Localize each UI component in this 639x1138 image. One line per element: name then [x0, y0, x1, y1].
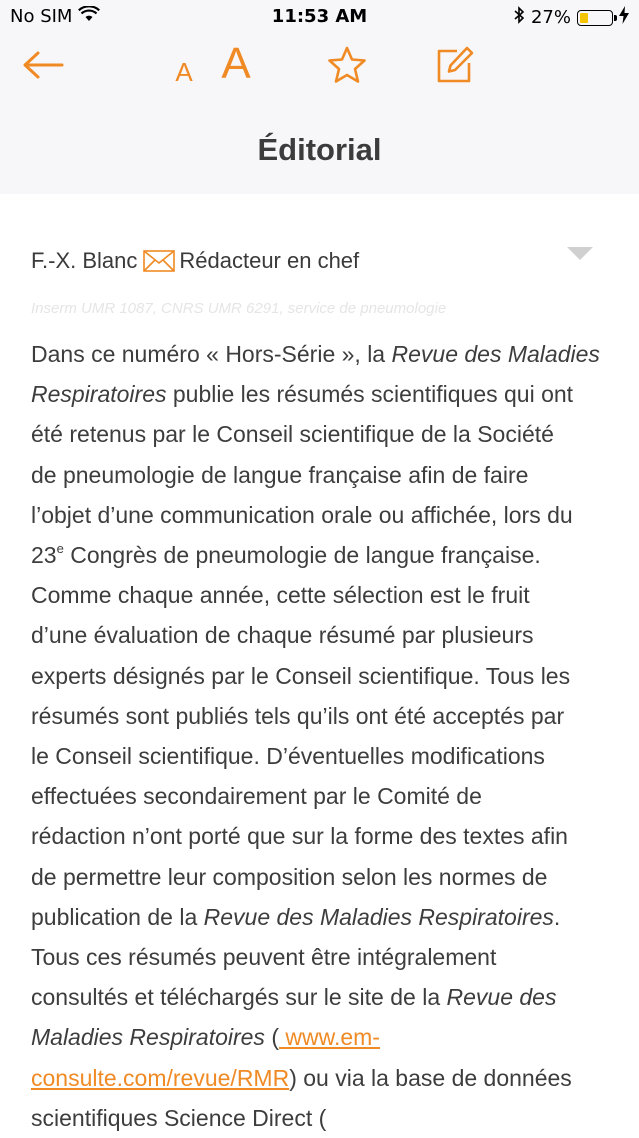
text-line: Tous ces résumés peuvent être intégralement [31, 944, 497, 971]
page-title: Éditorial [257, 132, 382, 167]
text-line: l’objet d’une communication orale ou affichée, lors du [31, 501, 573, 528]
text-line: experts désignés par le Conseil scientifique. Tous les [31, 662, 571, 689]
clock: 11:53 AM [271, 6, 368, 27]
text-line: consulte.com/revue/RMR) ou via la base de données [31, 1064, 572, 1091]
text-line: Dans ce numéro « Hors-Série », la Revue des Maladies [31, 341, 600, 367]
author-role: Rédacteur en chef [179, 248, 360, 273]
favorite-button[interactable] [324, 42, 370, 88]
decrease-font-button[interactable]: A [175, 56, 193, 87]
star-icon [327, 45, 367, 85]
mail-icon[interactable] [143, 250, 175, 272]
text-line: effectuées secondairement par le Comité de [31, 783, 482, 810]
author-row [31, 244, 611, 278]
text-line: Comme chaque année, cette sélection est le fruit [31, 582, 530, 609]
bluetooth-icon [513, 6, 525, 29]
text-line: de permettre leur composition selon les normes de [31, 863, 548, 890]
author-affiliation: Inserm UMR 1087, CNRS UMR 6291, service de pneumologie [31, 300, 447, 317]
status-right [513, 6, 629, 29]
status-bar [0, 0, 639, 34]
charging-icon [619, 6, 629, 29]
text-line: le Conseil scientifique. D’éventuelles modifications [31, 743, 545, 770]
article-body [31, 334, 616, 1138]
text-line: rédaction n’ont porté que sur la forme des textes afin [31, 823, 568, 850]
journal-link[interactable]: www.em- [279, 1024, 380, 1051]
text-line: été retenus par le Conseil scientifique de la Société [31, 421, 554, 448]
author-name: F.-X. Blanc [31, 248, 138, 273]
chevron-down-icon [566, 246, 594, 262]
text-line: publication de la Revue des Maladies Respiratoires. [31, 903, 561, 930]
text-line: de pneumologie de langue française afin de faire [31, 461, 529, 488]
battery-percent: 27% [530, 7, 571, 28]
text-line: scientifiques Science Direct ( [31, 1104, 327, 1131]
edit-icon [435, 45, 475, 85]
carrier-label: No SIM [10, 6, 73, 27]
journal-link[interactable]: consulte.com/revue/RMR [31, 1064, 290, 1091]
battery-icon [577, 10, 613, 26]
back-arrow-icon [22, 50, 64, 80]
text-line: Respiratoires publie les résumés scientifiques qui ont [31, 381, 574, 408]
increase-font-button[interactable]: A [221, 39, 251, 88]
text-line: Maladies Respiratoires ( www.em- [31, 1024, 380, 1051]
text-line: consultés et téléchargés sur le site de la Revue des [31, 984, 557, 1011]
text-line: d’une évaluation de chaque résumé par plusieurs [31, 622, 534, 649]
back-button[interactable] [18, 44, 68, 86]
edit-note-button[interactable] [432, 42, 478, 88]
expand-affiliation-button[interactable] [566, 246, 594, 262]
navigation-bar [0, 34, 639, 194]
text-line: 23e Congrès de pneumologie de langue française. [31, 541, 541, 569]
text-line: résumés sont publiés tels qu’ils ont été acceptés par [31, 702, 565, 729]
